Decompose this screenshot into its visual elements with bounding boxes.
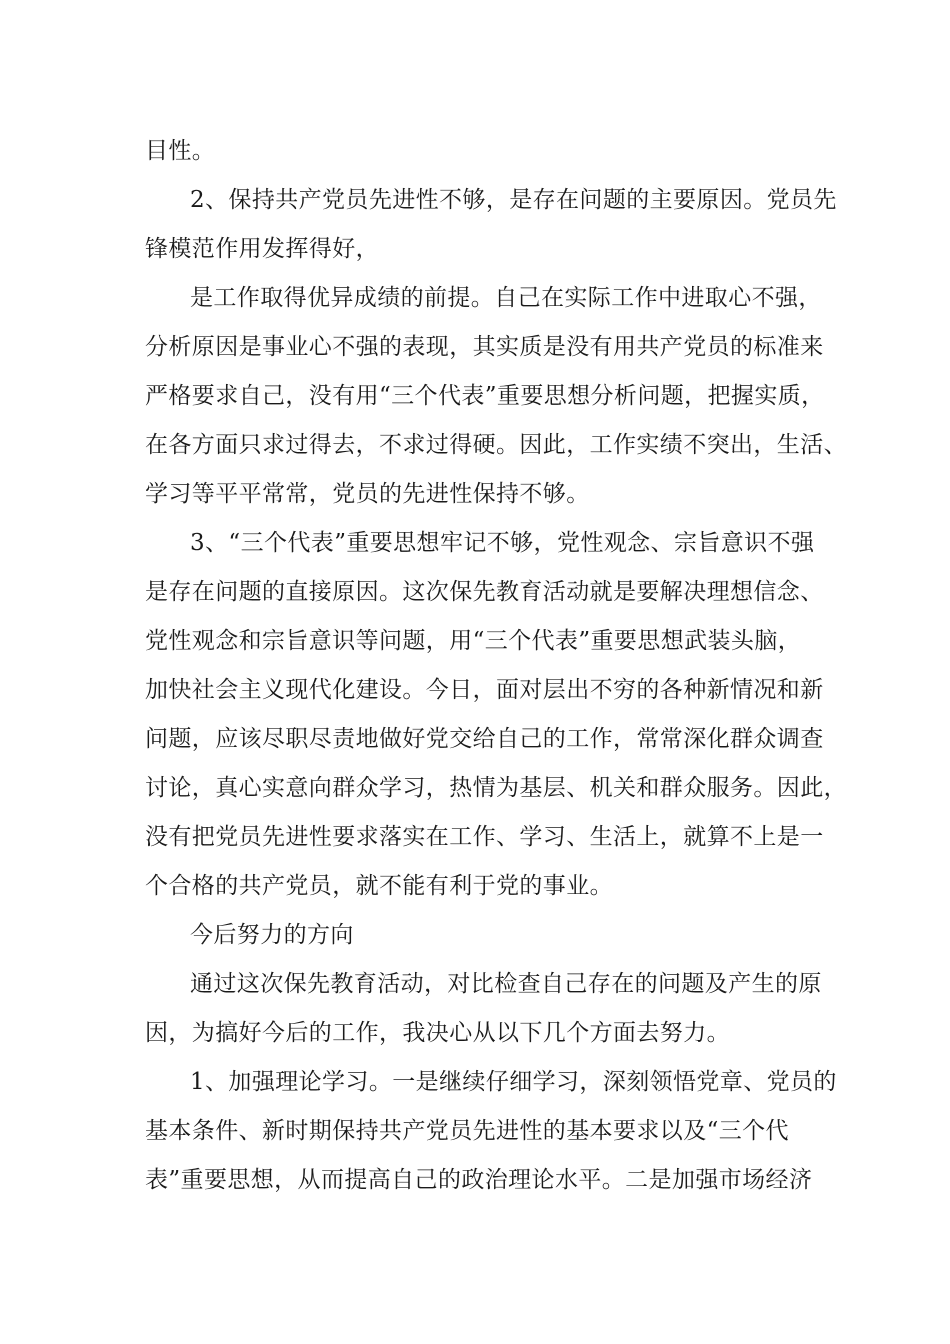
text-line: 严格要求自己，没有用“三个代表”重要思想分析问题，把握实质，: [145, 383, 825, 409]
text-line: 基本条件、新时期保持共产党员先进性的基本要求以及“三个代: [145, 1118, 789, 1144]
text-line: 分析原因是事业心不强的表现，其实质是没有用共产党员的标准来: [145, 334, 824, 360]
text-line: 个合格的共产党员，就不能有利于党的事业。: [145, 873, 613, 899]
text-line: 问题，应该尽职尽责地做好党交给自己的工作，常常深化群众调查: [145, 726, 824, 752]
text-line: 因，为搞好今后的工作，我决心从以下几个方面去努力。: [145, 1020, 730, 1046]
text-line: 是存在问题的直接原因。这次保先教育活动就是要解决理想信念、: [145, 579, 824, 605]
text-line: 没有把党员先进性要求落实在工作、学习、生活上，就算不上是一: [145, 824, 824, 850]
text-line: 通过这次保先教育活动，对比检查自己存在的问题及产生的原: [190, 971, 822, 997]
text-line: 2、保持共产党员先进性不够，是存在问题的主要原因。党员先: [190, 187, 837, 213]
text-line: 表”重要思想，从而提高自己的政治理论水平。二是加强市场经济: [145, 1167, 813, 1193]
text-line: 讨论，真心实意向群众学习，热情为基层、机关和群众服务。因此，: [145, 775, 847, 801]
text-line: 3、“三个代表”重要思想牢记不够，党性观念、宗旨意识不强: [190, 530, 815, 556]
section-heading: 今后努力的方向: [190, 922, 354, 948]
text-line: 加快社会主义现代化建设。今日，面对层出不穷的各种新情况和新: [145, 677, 824, 703]
text-line: 锋模范作用发挥得好，: [145, 236, 379, 262]
text-line: 在各方面只求过得去，不求过得硬。因此，工作实绩不突出，生活、: [145, 432, 847, 458]
text-line: 是工作取得优异成绩的前提。自己在实际工作中进取心不强，: [190, 285, 822, 311]
text-line: 目性。: [145, 138, 216, 164]
text-line: 学习等平平常常，党员的先进性保持不够。: [145, 481, 590, 507]
text-line: 党性观念和宗旨意识等问题，用“三个代表”重要思想武装头脑，: [145, 628, 802, 654]
text-line: 1、加强理论学习。一是继续仔细学习，深刻领悟党章、党员的: [190, 1069, 837, 1095]
